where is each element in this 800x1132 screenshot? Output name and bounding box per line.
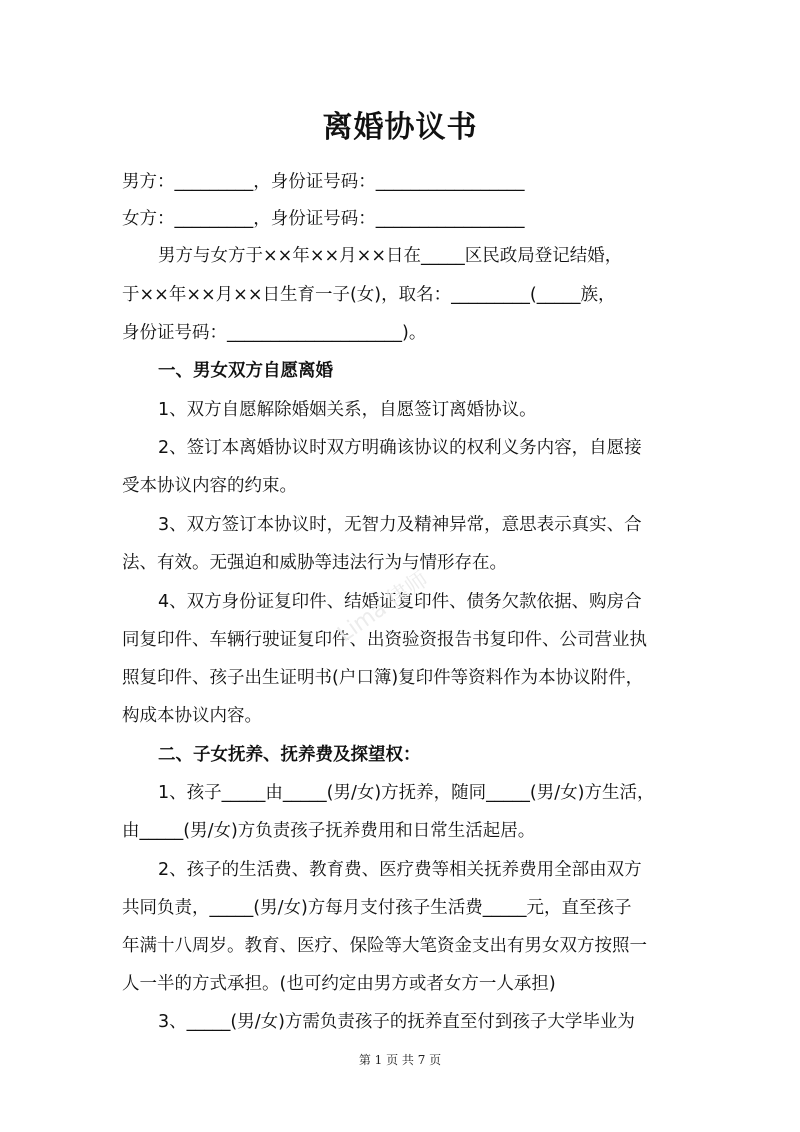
section-heading-1: 一、男女双方自愿离婚 bbox=[158, 361, 333, 381]
paragraph-line: 身份证号码：____________________)。 bbox=[122, 323, 427, 343]
watermark: Lima 律师 bbox=[333, 566, 434, 648]
paragraph-line: 照复印件、孩子出生证明书(户口簿)复印件等资料作为本协议附件， bbox=[122, 668, 644, 688]
paragraph-line: 人一半的方式承担。(也可约定由男方或者女方一人承担) bbox=[122, 974, 556, 994]
text-line-female-party: 女方：_________，身份证号码：_________________ bbox=[122, 209, 525, 229]
page-footer: 第 1 页 共 7 页 bbox=[358, 1053, 442, 1067]
paragraph-line: 构成本协议内容。 bbox=[122, 706, 262, 726]
paragraph-line: 受本协议内容的约束。 bbox=[122, 476, 297, 496]
paragraph-line: 1、双方自愿解除婚姻关系，自愿签订离婚协议。 bbox=[158, 400, 537, 420]
text-line-male-party: 男方：_________，身份证号码：_________________ bbox=[122, 172, 525, 192]
paragraph-line: 共同负责，_____(男/女)方每月支付孩子生活费_____元，直至孩子 bbox=[122, 898, 632, 918]
paragraph-line: 年满十八周岁。教育、医疗、保险等大笔资金支出有男女双方按照一 bbox=[122, 936, 647, 956]
paragraph-line: 同复印件、车辆行驶证复印件、出资验资报告书复印件、公司营业执 bbox=[122, 630, 647, 650]
section-heading-2: 二、子女抚养、抚养费及探望权： bbox=[158, 745, 421, 765]
paragraph-line: 3、_____(男/女)方需负责孩子的抚养直至付到孩子大学毕业为 bbox=[158, 1012, 635, 1032]
paragraph-line: 2、孩子的生活费、教育费、医疗费等相关抚养费用全部由双方 bbox=[158, 860, 642, 880]
paragraph-line: 2、签订本离婚协议时双方明确该协议的权利义务内容，自愿接 bbox=[158, 438, 642, 458]
paragraph-line: 由_____(男/女)方负责孩子抚养费用和日常生活起居。 bbox=[122, 821, 536, 841]
paragraph-line: 1、孩子_____由_____(男/女)方抚养，随同_____(男/女)方生活， bbox=[158, 783, 655, 803]
paragraph-line: 法、有效。无强迫和威胁等违法行为与情形存在。 bbox=[122, 553, 507, 573]
paragraph-line: 3、双方签订本协议时，无智力及精神异常，意思表示真实、合 bbox=[158, 515, 642, 535]
paragraph-line: 4、双方身份证复印件、结婚证复印件、债务欠款依据、购房合 bbox=[158, 592, 642, 612]
paragraph-line: 男方与女方于××年××月××日在_____区民政局登记结婚， bbox=[158, 246, 623, 266]
document-title: 离婚协议书 bbox=[322, 110, 478, 145]
paragraph-line: 于××年××月××日生育一子(女)，取名：_________(_____族， bbox=[122, 285, 616, 305]
